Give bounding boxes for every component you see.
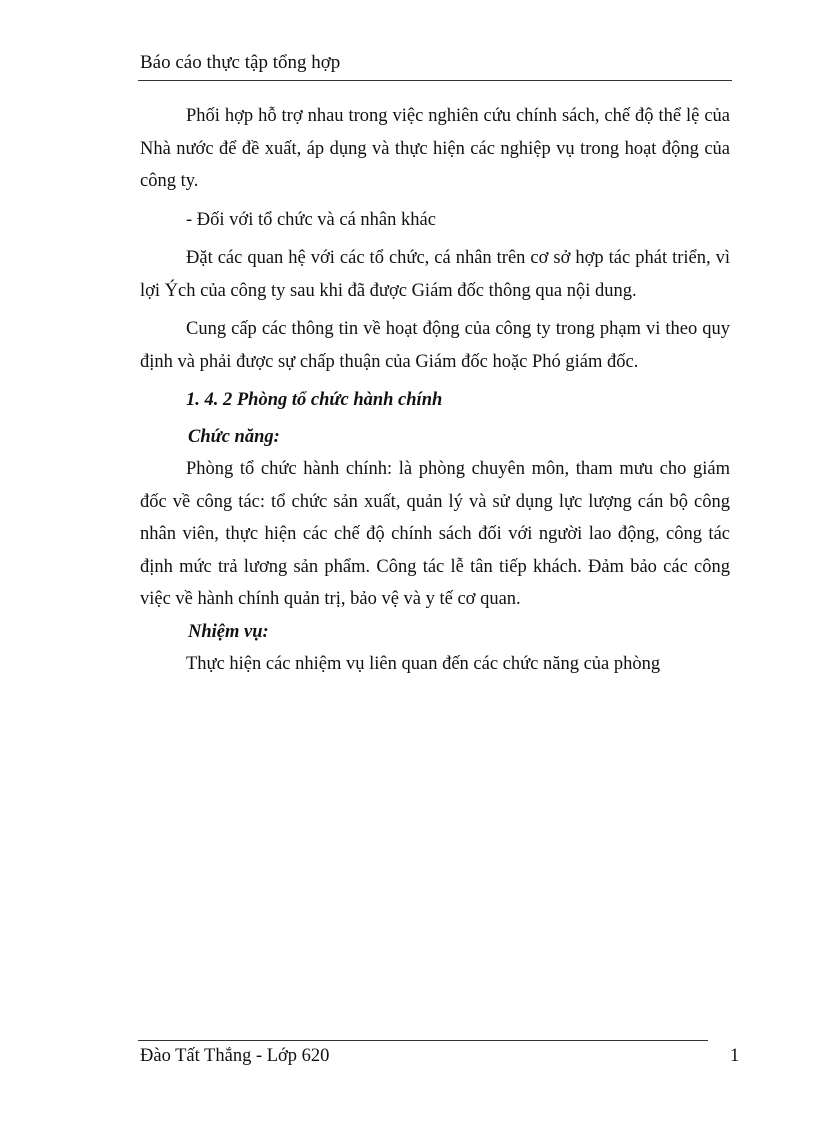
paragraph-relations: Đặt các quan hệ với các tổ chức, cá nhân trên cơ sở hợp tác phát triển, vì lợi Ých của công ty sau khi đã được Giám đốc thông qua nội dung. bbox=[140, 248, 730, 301]
list-item-other-organizations: - Đối với tổ chức và cá nhân khác bbox=[186, 209, 436, 230]
paragraph-cooperation: Phối hợp hỗ trợ nhau trong việc nghiên cứu chính sách, chế độ thể lệ của Nhà nước để đề xuất, áp dụng và thực hiện các nghiệp vụ trong hoạt động của công ty. bbox=[140, 106, 730, 191]
footer-author: Đào Tất Thắng - Lớp 620 bbox=[140, 1046, 330, 1066]
section-heading: 1. 4. 2 Phòng tổ chức hành chính bbox=[186, 390, 443, 410]
paragraph-duty: Thực hiện các nhiệm vụ liên quan đến các chức năng của phòng bbox=[186, 654, 661, 674]
page-number: 1 bbox=[730, 1046, 740, 1066]
header-divider bbox=[138, 80, 732, 81]
header-title: Báo cáo thực tập tổng hợp bbox=[140, 52, 341, 73]
duty-heading: Nhiệm vụ: bbox=[188, 621, 269, 642]
function-heading: Chức năng: bbox=[188, 426, 280, 447]
document-body bbox=[140, 100, 730, 681]
paragraph-function: Phòng tổ chức hành chính: là phòng chuyên môn, tham mưu cho giám đốc về công tác: tổ chức sản xuất, quản lý và sử dụng lực lượng cán bộ công nhân viên, thực hiện các chế độ chính sách đối với người lao động, công tác định mức trả lương sản phẩm. Công tác lễ tân tiếp khách. Đảm bảo các công việc về hành chính quản trị, bảo vệ và y tế cơ quan. bbox=[140, 459, 730, 609]
footer-divider bbox=[138, 1040, 708, 1041]
paragraph-information: Cung cấp các thông tin về hoạt động của công ty trong phạm vi theo quy định và phải được sự chấp thuận của Giám đốc hoặc Phó giám đốc. bbox=[140, 319, 730, 372]
